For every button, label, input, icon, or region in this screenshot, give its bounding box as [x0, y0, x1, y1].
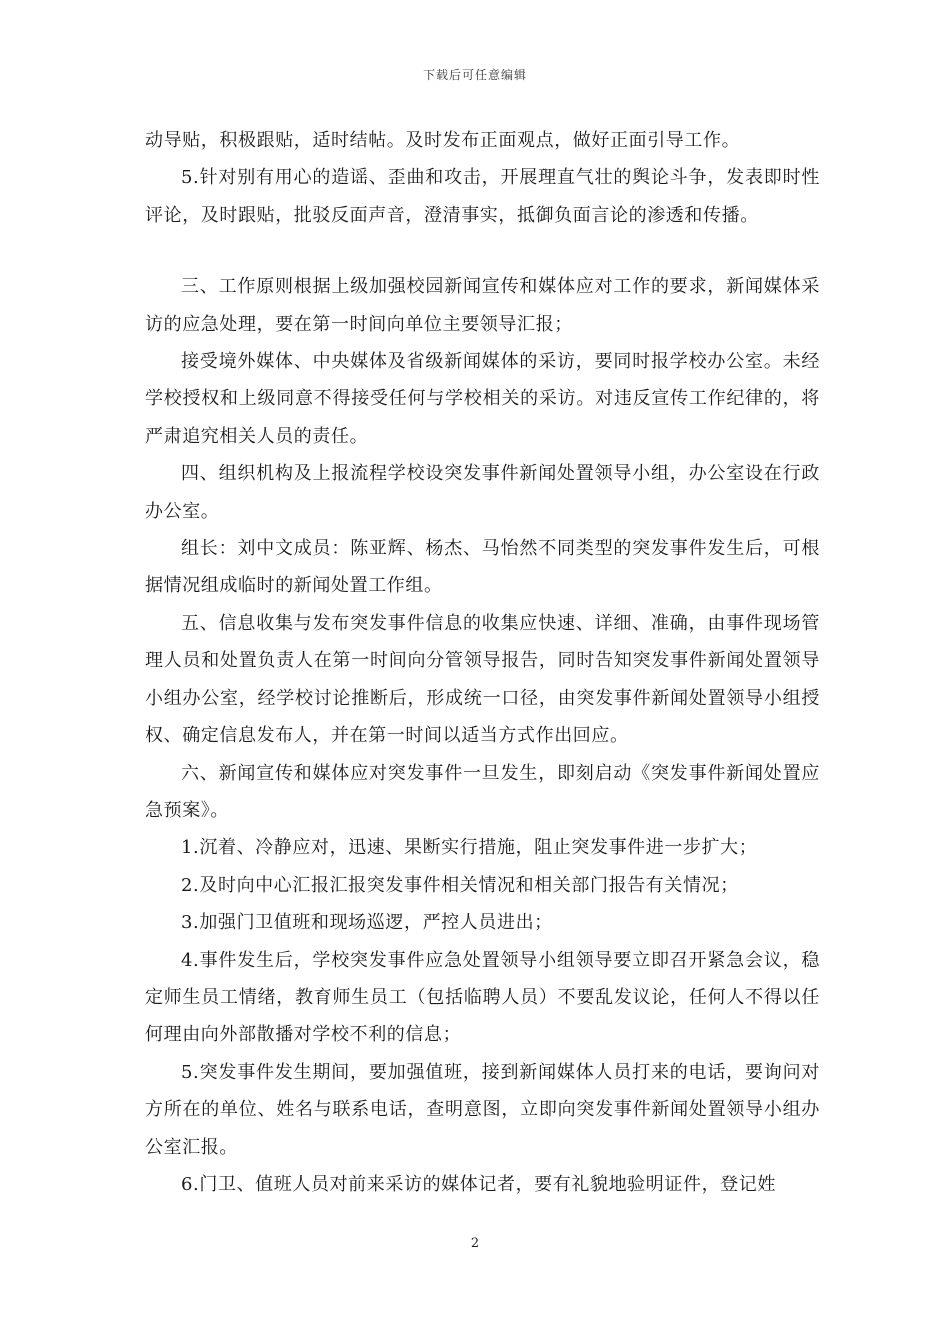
document-body [145, 122, 820, 1203]
list-item: 2.及时向中心汇报汇报突发事件相关情况和相关部门报告有关情况； [181, 874, 739, 896]
paragraph: 动导贴，积极跟贴，适时结帖。及时发布正面观点，做好正面引导工作。 [145, 130, 741, 151]
list-item: 4.事件发生后，学校突发事件应急处置领导小组领导要立即召开紧急会议，稳定师生员工情绪，教育师生员工（包括临聘人员）不要乱发议论，任何人不得以任何理由向外部散播对学校不利的信息； [145, 949, 820, 1046]
paragraph: 三、工作原则根据上级加强校园新闻宣传和媒体应对工作的要求，新闻媒体采访的应急处理，要在第一时间向单位主要领导汇报； [145, 276, 820, 335]
paragraph: 5.针对别有用心的造谣、歪曲和攻击，开展理直气壮的舆论斗争，发表即时性评论，及时跟贴，批驳反面声音，澄清事实，抵御负面言论的渗透和传播。 [145, 167, 820, 226]
paragraph: 五、信息收集与发布突发事件信息的收集应快速、详细、准确，由事件现场管理人员和处置负责人在第一时间向分管领导报告，同时告知突发事件新闻处置领导小组办公室，经学校讨论推断后，形成统一口径，由突发事件新闻处置领导小组授权、确定信息发布人，并在第一时间以适当方式作出回应。 [145, 612, 820, 747]
list-item: 6.门卫、值班人员对前来采访的媒体记者，要有礼貌地验明证件，登记姓 [181, 1173, 776, 1195]
paragraph: 四、组织机构及上报流程学校设突发事件新闻处置领导小组，办公室设在行政办公室。 [145, 463, 820, 522]
header-note: 下载后可任意编辑 [422, 68, 527, 82]
paragraph-gap [145, 234, 820, 268]
paragraph: 接受境外媒体、中央媒体及省级新闻媒体的采访，要同时报学校办公室。未经学校授权和上级同意不得接受任何与学校相关的采访。对违反宣传工作纪律的，将严肃追究相关人员的责任。 [145, 351, 820, 447]
page-number: 2 [470, 1236, 480, 1251]
list-item: 3.加强门卫值班和现场巡逻，严控人员进出； [181, 912, 553, 934]
paragraph: 六、新闻宣传和媒体应对突发事件一旦发生，即刻启动《突发事件新闻处置应急预案》。 [145, 762, 820, 821]
list-item: 1.沉着、冷静应对，迅速、果断实行措施，阻止突发事件进一步扩大； [181, 837, 758, 859]
paragraph: 组长：刘中文成员：陈亚辉、杨杰、马怡然不同类型的突发事件发生后，可根据情况组成临时的新闻处置工作组。 [145, 538, 820, 597]
list-item: 5.突发事件发生期间，要加强值班，接到新闻媒体人员打来的电话，要询问对方所在的单位、姓名与联系电话，查明意图，立即向突发事件新闻处置领导小组办公室汇报。 [145, 1061, 820, 1158]
